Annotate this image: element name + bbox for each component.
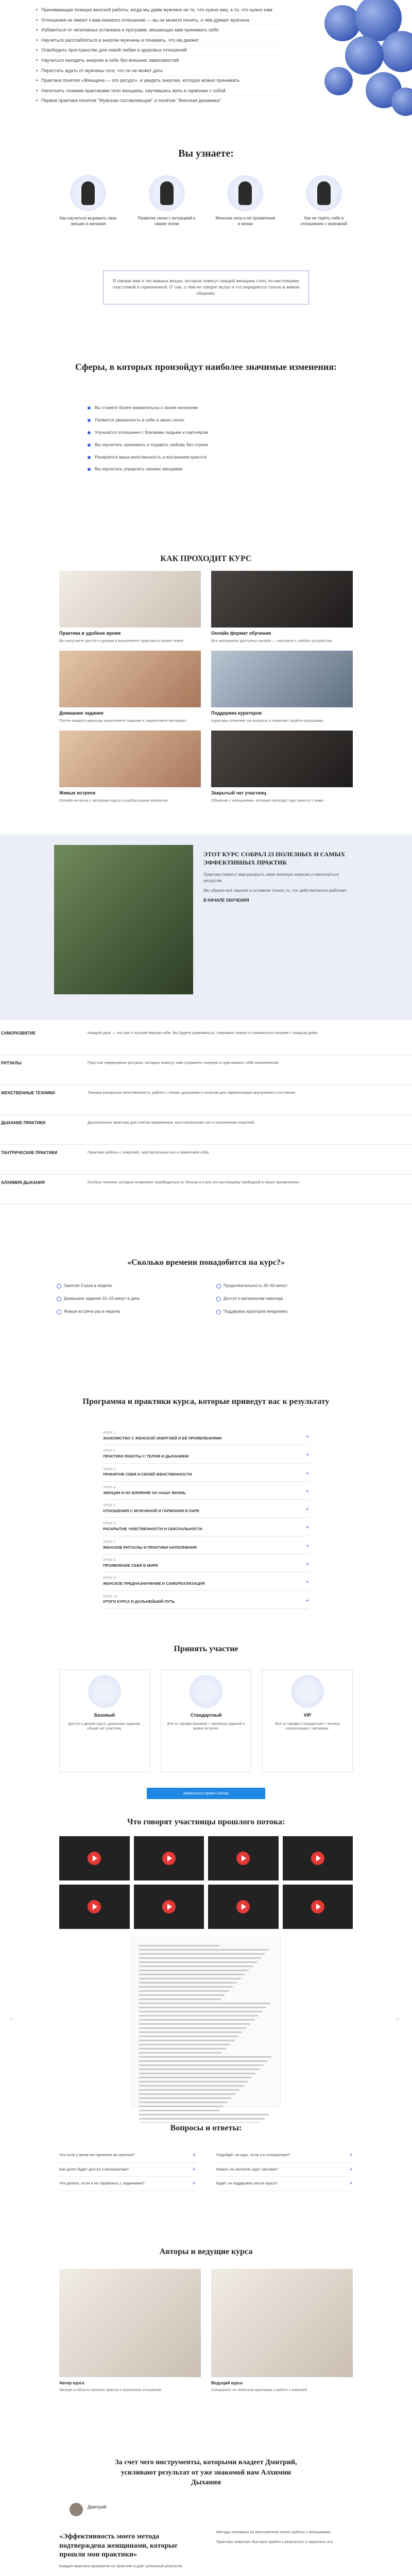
component-name: РИТУАЛЫ	[1, 1061, 22, 1065]
learn-card	[214, 175, 277, 227]
section-title: Принять участие	[174, 1645, 238, 1653]
tariff-name: VIP	[303, 1713, 312, 1718]
play-icon[interactable]	[236, 1852, 250, 1865]
course-components-section	[0, 1020, 412, 1257]
text-line	[139, 2015, 258, 2016]
text-line	[139, 1949, 269, 1951]
lesson-title: ЖЕНСКИЕ РИТУАЛЫ И ПРАКТИКИ НАПОЛНЕНИЯ	[103, 1545, 197, 1550]
tile-photo	[211, 651, 353, 707]
video-review[interactable]	[208, 1885, 279, 1929]
hydrangea-image	[314, 0, 412, 124]
woman-illustration-icon	[227, 175, 263, 211]
faq-question[interactable]: Что делать, если я не справлюсь с заданиями? +	[59, 2177, 196, 2191]
tile-text: Вы получаете доступ к урокам и выполняете практики в своём темпе.	[59, 638, 185, 643]
text-line	[139, 2085, 244, 2087]
spheres-section	[0, 350, 412, 546]
learn-card-text: Развитие связи с интуицией и своим телом	[138, 216, 196, 227]
play-icon[interactable]	[162, 1852, 176, 1865]
author-bio: Эксперт в области женских практик и психологии отношений.	[59, 2388, 162, 2393]
component-description: Практики работы с энергией, чувствительностью и принятием себя.	[88, 1150, 210, 1155]
hero-list-item: • Принимающая позиция женской работы, когда мы даём мужчине не то, что нужно ему, а то, что нужно нам	[36, 5, 283, 15]
tile-text: Общение с женщинами, которые проходят курс вместе с вами.	[211, 798, 324, 803]
component-name: ЖЕНСТВЕННЫЕ ТЕХНИКИ	[1, 1091, 55, 1095]
time-item: Поддержка кураторов ежедневно	[216, 1309, 355, 1314]
learn-card	[293, 175, 355, 227]
program-accordion	[103, 1427, 309, 1609]
how-grid	[59, 571, 353, 803]
component-row	[0, 1055, 412, 1085]
video-review[interactable]	[208, 1836, 279, 1880]
lesson-number: УРОК 6	[103, 1522, 116, 1526]
video-review[interactable]	[59, 1836, 130, 1880]
text-line	[139, 2106, 224, 2107]
quote-text: Каждая практика проверена на практике и даёт реальный результат.	[59, 2563, 183, 2568]
how-tile	[211, 651, 353, 723]
video-review[interactable]	[134, 1885, 204, 1929]
sphere-item: Появится уверенность в себе и своих силах	[88, 414, 330, 427]
practices-title: ЭТОТ КУРС СОБРАЛ 23 ПОЛЕЗНЫХ И САМЫХ ЭФФЕКТИВНЫХ ПРАКТИК	[203, 851, 346, 867]
lesson-title: ИТОГИ КУРСА И ДАЛЬНЕЙШИЙ ПУТЬ	[103, 1599, 175, 1604]
how-tile	[211, 571, 353, 643]
hero-list-item: • Практика понятия «Женщина — это ресурс», и увидеть энергию, которую можно принимать	[36, 76, 283, 86]
expand-icon[interactable]: +	[305, 1524, 309, 1531]
tile-title: Поддержка кураторов	[211, 710, 262, 716]
woman-illustration-icon	[306, 175, 342, 211]
text-line	[139, 2003, 270, 2004]
play-icon[interactable]	[311, 1852, 324, 1865]
component-row	[0, 1145, 412, 1175]
hero-section	[0, 0, 412, 134]
text-line	[139, 2093, 235, 2095]
time-item: Живые встречи раз в неделю	[57, 1309, 196, 1314]
tile-title: Домашние задания	[59, 710, 104, 716]
carousel-next-icon[interactable]: ›	[397, 2015, 399, 2022]
video-review[interactable]	[59, 1885, 130, 1929]
tariff-description: Доступ к урокам курса, домашние задания, общий чат участниц.	[68, 1722, 141, 1731]
faq-section	[0, 2123, 412, 2246]
you-will-learn-section	[0, 134, 412, 350]
text-line	[139, 2027, 246, 2029]
lesson-number: УРОК 5	[103, 1504, 116, 1508]
tile-text: Кураторы отвечают на вопросы и помогают пройти программу.	[211, 718, 324, 723]
instruments-section	[0, 2458, 412, 2576]
expand-icon[interactable]: +	[305, 1470, 309, 1477]
lesson-title: ПРИНЯТИЕ СЕБЯ И СВОЕЙ ЖЕНСТВЕННОСТИ	[103, 1472, 192, 1477]
text-line	[139, 2044, 230, 2045]
text-line	[139, 1982, 237, 1984]
program-lesson[interactable]	[103, 1518, 309, 1536]
sphere-item: Вы научитесь управлять своими эмоциями	[88, 463, 330, 476]
text-line	[139, 1978, 241, 1979]
author-card-2	[211, 2269, 353, 2393]
woman-illustration-icon	[70, 175, 106, 211]
video-review[interactable]	[283, 1885, 353, 1929]
play-icon[interactable]	[88, 1852, 101, 1865]
expand-icon[interactable]: +	[305, 1452, 309, 1459]
play-icon[interactable]	[162, 1900, 176, 1913]
text-line	[139, 2077, 251, 2078]
text-line	[139, 1961, 257, 1963]
section-title: Что говорят участницы прошлого потока:	[127, 1818, 285, 1826]
hero-list-item: • Избавиться от негативных установок и программ, мешающих вам принимать себя	[36, 25, 283, 36]
time-item: Занятия 3 раза в неделю	[57, 1283, 196, 1289]
tile-title: Онлайн формат обучения	[211, 631, 271, 636]
how-tile	[59, 571, 201, 643]
practices-caption: В НАЧАЛЕ ОБУЧЕНИЯ	[203, 897, 249, 903]
practices-text-2: Мы убрали всё лишнее и оставили только то, что действительно работает.	[203, 888, 348, 893]
text-line	[139, 2040, 234, 2041]
tile-title: Живые встречи	[59, 790, 96, 796]
text-line	[139, 1974, 245, 1975]
expand-icon[interactable]: +	[305, 1506, 309, 1513]
lesson-number: УРОК 1	[103, 1431, 116, 1435]
component-name: ДЫХАНИЕ ПРАКТИКИ	[1, 1121, 46, 1125]
section-title: «Сколько времени понадобится на курс?»	[127, 1258, 285, 1267]
tile-text: Онлайн-встречи с авторами курса и разбор ваших вопросов.	[59, 798, 169, 803]
signup-button[interactable]: Записаться прямо сейчас	[147, 1788, 265, 1799]
lesson-title: ЖЕНСКОЕ ПРЕДНАЗНАЧЕНИЕ И САМОРЕАЛИЗАЦИЯ	[103, 1581, 205, 1586]
practices-section	[0, 835, 412, 1020]
component-row	[0, 1175, 412, 1205]
expand-icon[interactable]: +	[305, 1488, 309, 1495]
lesson-number: УРОК 8	[103, 1558, 116, 1563]
lesson-number: УРОК 10	[103, 1595, 118, 1599]
sphere-item: Вы станете более внимательны к своим желаниям	[88, 402, 330, 414]
lesson-number: УРОК 4	[103, 1485, 116, 1489]
component-description: Каждый урок — это шаг к лучшей версии себя. Вы будете развиваться, открывать новое и становиться сильнее с каждым днём.	[88, 1030, 319, 1035]
text-line	[139, 1965, 253, 1967]
expand-icon[interactable]: +	[305, 1597, 309, 1604]
quote-box: Я говорю вам о тех важных вещах, которые помогут каждой женщине стать по-настоящему счастливой и гармоничной. О том, о чём не говорят вслух и что передаётся только в живом общении.	[103, 270, 309, 304]
program-lesson[interactable]	[103, 1554, 309, 1572]
hero-list-item: • Отношения не имеют к вам никакого отношения — вы не можете понять, о чём думает мужчина	[36, 15, 283, 26]
faq-question[interactable]: Как долго будет доступ к материалам? +	[59, 2163, 196, 2177]
tariff-card	[262, 1669, 353, 1772]
how-tile	[59, 731, 201, 803]
faq-question[interactable]: Можно ли оплатить курс частями? +	[216, 2163, 353, 2177]
section-title: За счет чего инструменты, которыми владеет Дмитрий, усиливают результат от уже знакомой вам Алхимии Дыхания	[115, 2459, 297, 2487]
section-title: Авторы и ведущие курса	[159, 2247, 253, 2256]
hero-list-item: • Освободить пространство для новой любви и здоровых отношений	[36, 45, 283, 56]
expand-icon[interactable]: +	[305, 1543, 309, 1549]
time-item: Продолжительность 30–60 минут	[216, 1283, 355, 1289]
lesson-title: ПРАКТИКИ РАБОТЫ С ТЕЛОМ И ДЫХАНИЕМ	[103, 1454, 189, 1459]
text-line	[139, 2011, 262, 2012]
lesson-title: РАСКРЫТИЕ ЧУВСТВЕННОСТИ И СЕКСУАЛЬНОСТИ	[103, 1527, 202, 1532]
text-line	[139, 2056, 271, 2058]
program-lesson[interactable]	[103, 1464, 309, 1482]
author-card-1	[59, 2269, 201, 2393]
text-line	[139, 2069, 260, 2070]
learn-card	[57, 175, 119, 227]
tariff-name: Базовый	[94, 1713, 115, 1718]
tile-photo	[59, 731, 201, 787]
learn-card-text: Как научиться выражать свои эмоции и желания	[59, 216, 117, 227]
text-line	[139, 2097, 231, 2099]
program-lesson[interactable]	[103, 1500, 309, 1518]
text-line	[139, 1998, 221, 2000]
how-course-goes-section	[0, 546, 412, 835]
hero-list-item: • Первая практика понятия "Мужская составляющая" и понятие "Женская динамика"	[36, 96, 283, 106]
video-reviews-grid	[59, 1836, 353, 1929]
sphere-item: Раскроется ваша женственность и внутренняя красота	[88, 451, 330, 464]
component-description: Особые техники, которые позволяют освободиться от блоков и стать по-настоящему свободной в своих проявлениях.	[88, 1180, 300, 1184]
section-title: Вы узнаете:	[178, 148, 234, 159]
text-line	[139, 2089, 239, 2091]
text-line	[139, 1957, 261, 1959]
text-line	[139, 2048, 226, 2049]
hero-list-item: • Перестать ждать от мужчины того, что он не может дать	[36, 66, 283, 76]
program-lesson[interactable]	[103, 1445, 309, 1463]
component-name: ТАНТРИЧЕСКИЕ ПРАКТИКИ	[1, 1150, 58, 1155]
text-line	[139, 2064, 264, 2066]
program-lesson[interactable]	[103, 1482, 309, 1500]
participate-section	[0, 1643, 412, 1814]
tariff-card	[59, 1669, 150, 1772]
faq-question[interactable]: Подойдёт ли курс, если я в отношениях? +	[216, 2148, 353, 2163]
tile-title: Закрытый чат участниц	[211, 790, 266, 796]
component-name: САМОРАЗВИТИЕ	[1, 1031, 36, 1036]
lesson-number: УРОК 7	[103, 1540, 116, 1544]
author-name: Автор курса	[59, 2381, 84, 2385]
section-title: КАК ПРОХОДИТ КУРС	[160, 554, 252, 563]
text-line	[139, 1986, 233, 1988]
tariff-description: Всё из тарифа Базовый + проверка заданий и живые встречи.	[167, 1722, 245, 1731]
carousel-prev-icon[interactable]: ‹	[10, 2015, 12, 2022]
quote-title: «Эффективность моего метода подтверждена женщинами, которые прошли мои практики»	[59, 2533, 178, 2558]
text-line	[139, 2052, 222, 2054]
learn-card-text: Женская сила и её проявления в жизни	[215, 216, 276, 227]
text-line	[139, 2023, 250, 2025]
author-photo	[59, 2269, 201, 2377]
learn-cards	[57, 175, 355, 227]
expand-icon[interactable]: +	[305, 1561, 309, 1568]
program-lesson[interactable]	[103, 1572, 309, 1590]
woman-with-plant-photo	[54, 845, 193, 994]
component-description: Техники раскрытия женственности, работа с телом, дыханием и голосом для гармонизации внутреннего состояния.	[88, 1090, 297, 1095]
components-table	[0, 1025, 412, 1205]
spheres-list	[88, 402, 330, 476]
sphere-item: Улучшатся отношения с близкими людьми и партнёром	[88, 427, 330, 439]
time-item: Домашние задания 15–20 минут в день	[57, 1296, 196, 1301]
sphere-item: Вы научитесь принимать и отдавать любовь без страха	[88, 439, 330, 451]
learn-card	[135, 175, 198, 227]
text-line	[139, 2036, 238, 2037]
program-lesson[interactable]	[103, 1591, 309, 1609]
tariff-description: Всё из тарифа Стандартный + личные консультации с авторами.	[275, 1722, 340, 1731]
tariff-card	[161, 1669, 251, 1772]
text-line	[139, 2060, 268, 2062]
time-item: Доступ к материалам навсегда	[216, 1296, 355, 1301]
tariff-cards	[59, 1669, 353, 1772]
component-row	[0, 1025, 412, 1055]
lesson-title: ОТНОШЕНИЯ С МУЖЧИНОЙ И ГАРМОНИЯ В ПАРЕ	[103, 1508, 200, 1513]
section-title: Сферы, в которых произойдут наиболее значимые изменения:	[75, 362, 337, 372]
lesson-number: УРОК 2	[103, 1449, 116, 1453]
tile-title: Практика в удобное время	[59, 631, 121, 636]
hero-list-item: • Научиться находить энергию в себе без внешних зависимостей	[36, 56, 283, 66]
learn-card-text: Как не терять себя в отношениях с мужчиной	[300, 216, 348, 227]
woman-illustration-icon	[291, 1675, 324, 1708]
avatar	[70, 2503, 83, 2516]
tile-photo	[59, 651, 201, 707]
time-needed-section	[0, 1257, 412, 1396]
woman-illustration-icon	[190, 1675, 222, 1708]
hero-list-item: • Наполнить тонкими практиками тело женщины, научившись жить в гармонии с собой	[36, 86, 283, 96]
text-line	[139, 2073, 255, 2074]
video-review[interactable]	[283, 1836, 353, 1880]
lesson-title: ЭМОЦИИ И ИХ ВЛИЯНИЕ НА НАШУ ЖИЗНЬ	[103, 1490, 186, 1495]
text-line	[139, 2019, 254, 2021]
tile-text: Все материалы доступны онлайн — смотрите с любого устройства.	[211, 638, 333, 643]
program-lesson[interactable]	[103, 1427, 309, 1445]
lesson-number: УРОК 9	[103, 1577, 116, 1581]
faq-question[interactable]: Что если у меня нет времени на занятия? +	[59, 2148, 196, 2163]
authors-section	[0, 2246, 412, 2458]
text-line	[139, 2031, 242, 2033]
time-list	[57, 1283, 355, 1315]
text-line	[139, 2007, 266, 2008]
component-row	[0, 1085, 412, 1115]
program-lesson[interactable]	[103, 1536, 309, 1554]
program-section	[0, 1396, 412, 1643]
lesson-title: ЗНАКОМСТВО С ЖЕНСКОЙ ЭНЕРГИЕЙ И ЕЁ ПРОЯВЛЕНИЯМИ	[103, 1435, 222, 1440]
how-tile	[59, 651, 201, 723]
text-line	[139, 1945, 219, 1946]
play-icon[interactable]	[88, 1900, 101, 1913]
faq-grid	[59, 2148, 353, 2191]
hero-list-item: • Научиться расслабляться в энергии мужчины и понимать, что им движет	[36, 36, 283, 46]
tile-photo	[211, 571, 353, 628]
component-row	[0, 1115, 412, 1145]
woman-illustration-icon	[88, 1675, 121, 1708]
text-line	[139, 2110, 219, 2111]
lesson-number: УРОК 3	[103, 1467, 116, 1471]
author-signature: Дмитрий	[88, 2504, 107, 2510]
section-title: Вопросы и ответы:	[170, 2124, 242, 2132]
text-line	[139, 1990, 229, 1992]
text-line	[139, 2081, 248, 2082]
info-text-1: Методы основаны на многолетнем опыте работы с женщинами.	[216, 2530, 332, 2534]
text-line	[139, 1953, 265, 1955]
author-name: Ведущий курса	[211, 2381, 243, 2385]
info-text-2: Практики помогают быстрее прийти к результату и закрепить его.	[216, 2539, 334, 2544]
tile-photo	[59, 571, 201, 628]
section-title: Программа и практики курса, которые приведут вас к результату	[82, 1397, 330, 1406]
hero-benefits-list	[36, 5, 283, 106]
component-description: Простые ежедневные ритуалы, которые помогут вам сохранять энергию и чувствовать себя наполненной.	[88, 1060, 280, 1065]
faq-question[interactable]: Будет ли поддержка после курса? +	[216, 2177, 353, 2191]
practices-text-1: Практики помогут вам раскрыть свою женскую энергию и наполниться ресурсом.	[203, 872, 339, 883]
tile-text: После каждого урока вы выполняете задания и закрепляете материал.	[59, 718, 187, 723]
video-review[interactable]	[134, 1836, 204, 1880]
play-icon[interactable]	[236, 1900, 250, 1913]
author-photo	[211, 2269, 353, 2377]
author-bio: Специалист по телесным практикам и работе с энергией.	[211, 2388, 308, 2393]
component-description: Дыхательные практики для снятия напряжения, восстановления сил и наполнения энергией.	[88, 1120, 255, 1125]
component-name: АЛХИМИЯ ДЫХАНИЯ	[1, 1180, 45, 1185]
text-line	[139, 2118, 265, 2120]
lesson-title: ПРОЯВЛЕНИЕ СЕБЯ В МИРЕ	[103, 1563, 159, 1568]
text-line	[139, 2114, 269, 2115]
expand-icon[interactable]: +	[305, 1434, 309, 1440]
tile-photo	[211, 731, 353, 787]
tariff-name: Стандартный	[190, 1713, 222, 1718]
reviews-section	[0, 1814, 412, 2123]
written-review-image	[131, 1937, 281, 2107]
text-line	[139, 1970, 249, 1971]
how-tile	[211, 731, 353, 803]
play-icon[interactable]	[311, 1900, 324, 1913]
woman-illustration-icon	[149, 175, 185, 211]
expand-icon[interactable]: +	[305, 1579, 309, 1586]
text-line	[139, 1994, 225, 1996]
text-line	[139, 2102, 228, 2103]
